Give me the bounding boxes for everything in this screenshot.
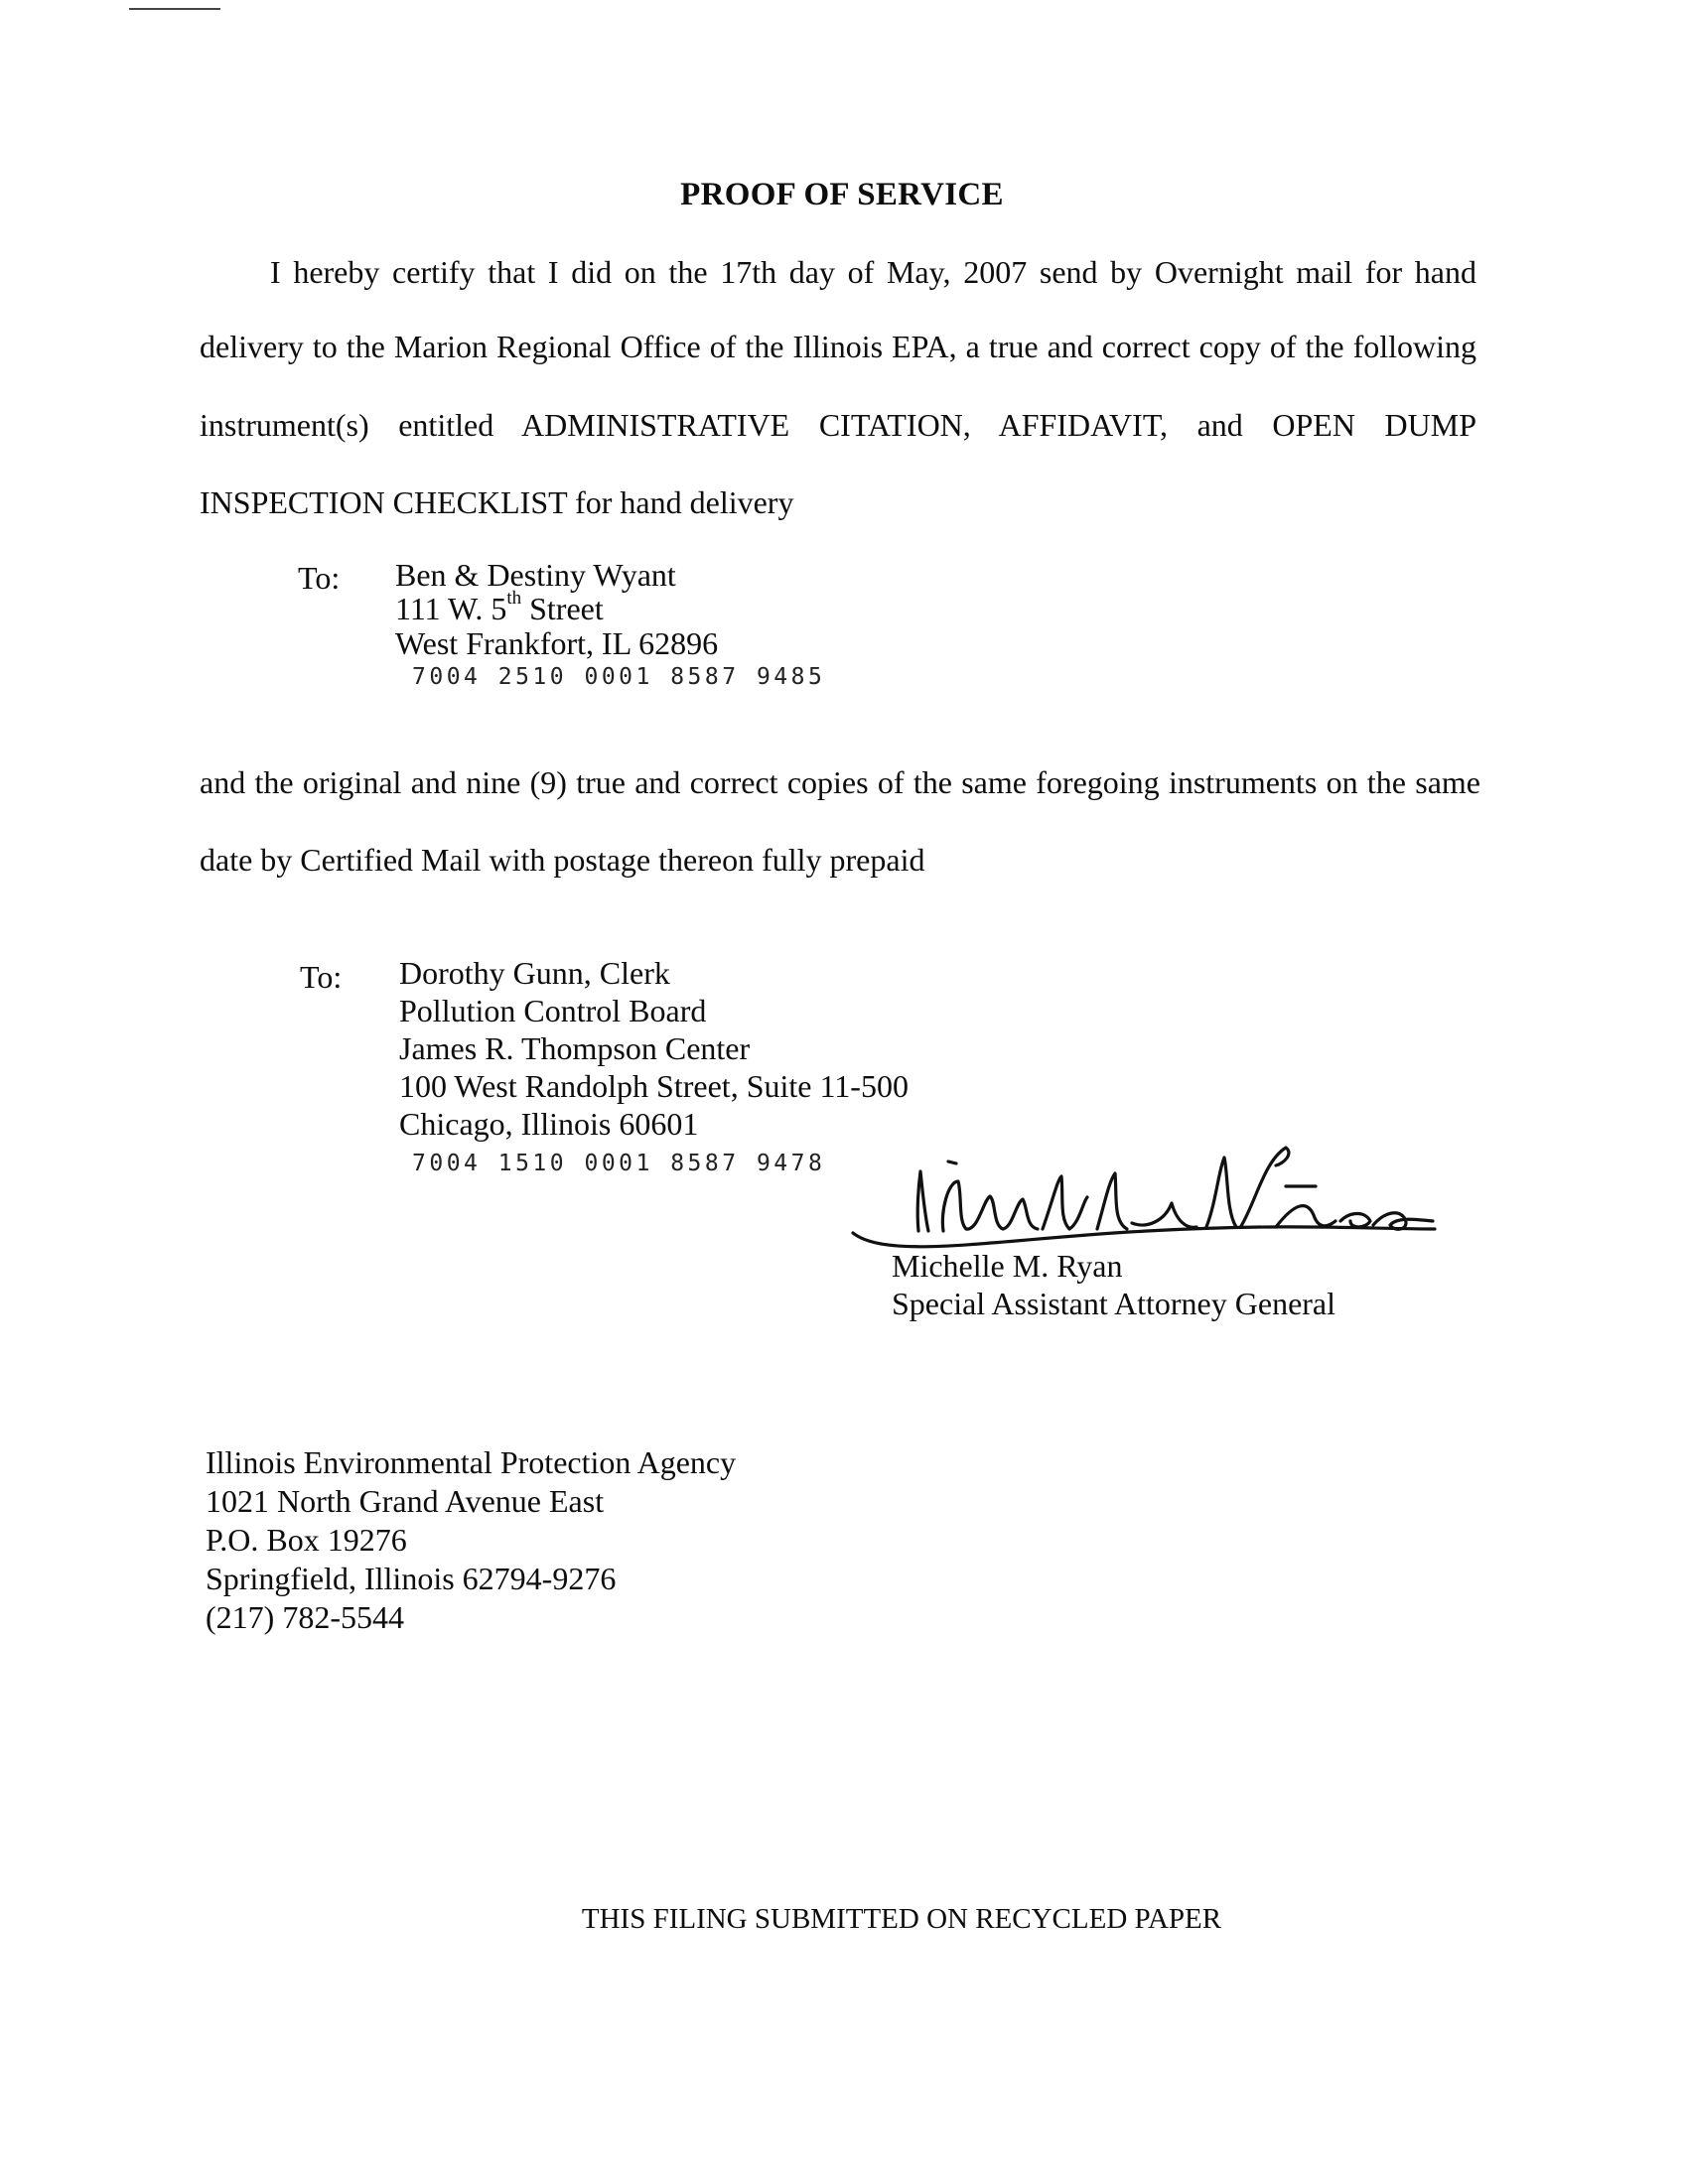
recipient-name: Dorothy Gunn, Clerk — [399, 955, 670, 991]
agency-phone: (217) 782-5544 — [206, 1599, 404, 1635]
recipient-city: West Frankfort, IL 62896 — [395, 625, 719, 661]
agency-city: Springfield, Illinois 62794-9276 — [206, 1561, 617, 1596]
agency-po-box: P.O. Box 19276 — [206, 1522, 407, 1558]
certification-line-1: I hereby certify that I did on the 17th day of May, 2007 send by Overnight mail for hand — [270, 254, 1476, 290]
original-copies-line-1: and the original and nine (9) true and correct copies of the same foregoing instruments on the same — [200, 764, 1480, 800]
signatory-title: Special Assistant Attorney General — [892, 1286, 1336, 1321]
street-ordinal: th — [506, 588, 522, 609]
tracking-number: 7004 1510 0001 8587 9478 — [412, 1151, 826, 1176]
tracking-number: 7004 2510 0001 8587 9485 — [412, 664, 826, 690]
certification-line-4: INSPECTION CHECKLIST for hand delivery — [200, 484, 794, 520]
to-label: To: — [300, 959, 343, 995]
signatory-name: Michelle M. Ryan — [892, 1248, 1123, 1284]
scan-corner-mark — [129, 8, 220, 10]
recipient-name: Ben & Destiny Wyant — [395, 557, 676, 593]
street-number: 111 W. 5 — [395, 591, 507, 626]
certification-line-3: instrument(s) entitled ADMINISTRATIVE CITATION, AFFIDAVIT, and OPEN DUMP — [200, 407, 1476, 443]
recipient-city: Chicago, Illinois 60601 — [399, 1106, 699, 1142]
recipient-org: Pollution Control Board — [399, 993, 707, 1028]
recycled-paper-footer: THIS FILING SUBMITTED ON RECYCLED PAPER — [581, 1903, 1222, 1935]
certification-line-2: delivery to the Marion Regional Office of the Illinois EPA, a true and correct copy of the following — [200, 329, 1476, 364]
original-copies-line-2: date by Certified Mail with postage thereon fully prepaid — [200, 842, 925, 878]
to-label: To: — [298, 560, 341, 596]
recipient-building: James R. Thompson Center — [399, 1030, 751, 1066]
street-suffix: Street — [521, 591, 604, 626]
agency-street: 1021 North Grand Avenue East — [206, 1483, 605, 1519]
document-title: PROOF OF SERVICE — [680, 177, 1004, 212]
agency-name: Illinois Environmental Protection Agency — [206, 1444, 737, 1480]
recipient-street: 100 West Randolph Street, Suite 11-500 — [399, 1068, 909, 1104]
recipient-street — [395, 588, 604, 626]
